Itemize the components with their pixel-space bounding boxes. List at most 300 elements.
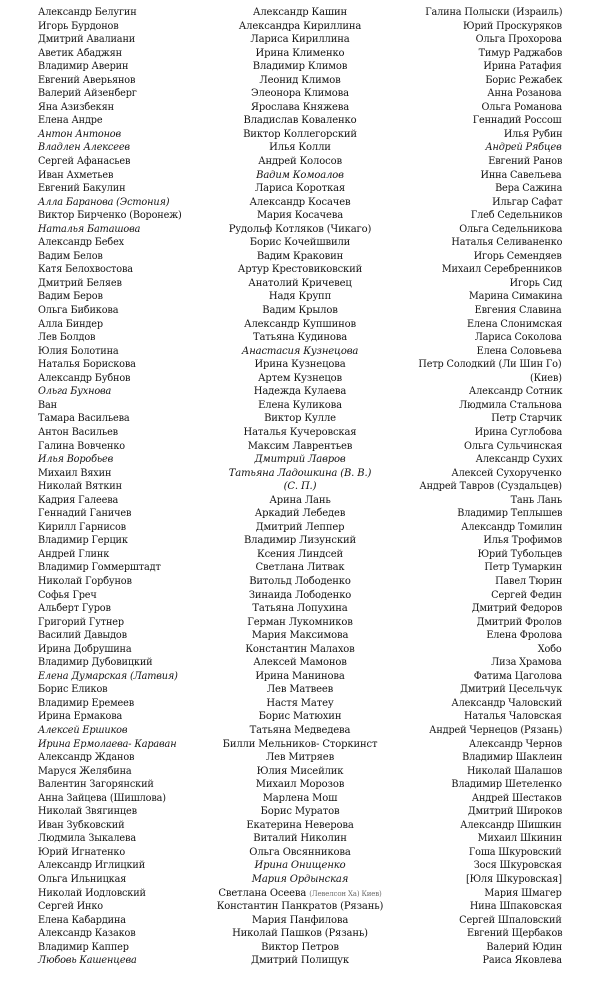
name-entry: [252, 873, 348, 887]
name-text: Геннадий Россош: [473, 115, 562, 127]
name-text: Владлен Алексеев: [38, 142, 130, 154]
name-entry: [38, 372, 130, 386]
name-entry: [251, 101, 349, 115]
name-text: Кадрия Галеева: [38, 494, 119, 506]
name-entry: [478, 47, 562, 61]
name-text: Вадим Крылов: [262, 305, 338, 317]
name-entry: [483, 954, 562, 968]
name-entry: [262, 304, 337, 318]
name-entry: [38, 900, 103, 914]
name-entry: [486, 629, 562, 643]
name-text: Светлана Осеева: [218, 887, 307, 899]
name-entry: [38, 507, 131, 521]
name-text: Татьяна Медведева: [249, 724, 351, 736]
name-text: Владимир Еремеев: [38, 697, 135, 709]
name-text: Виктор Петров: [261, 941, 339, 953]
name-entry: [488, 87, 562, 101]
name-entry: [254, 453, 345, 467]
name-entry: [38, 290, 103, 304]
name-entry: [259, 710, 342, 724]
name-text: Геннадий Ганичев: [38, 508, 132, 520]
name-entry: [266, 697, 333, 711]
name-entry: [246, 819, 353, 833]
name-text: Александра Кириллина: [238, 20, 362, 32]
name-text: Ольга Прохорова: [475, 34, 562, 46]
name-entry: [495, 575, 562, 589]
name-text: Наталья Чаловская: [464, 711, 562, 723]
name-entry: [38, 196, 169, 210]
name-text: Татьяна Ладошкина (В. В.): [228, 467, 372, 479]
name-text: Галина Вовченко: [38, 440, 125, 452]
name-entry: [452, 467, 562, 481]
name-entry: [257, 209, 343, 223]
name-text: (С. П.): [283, 481, 317, 493]
name-entry: [256, 561, 345, 575]
name-text: Ольга Ильницкая: [38, 874, 127, 885]
name-entry: [223, 738, 378, 752]
name-entry: [476, 33, 562, 47]
name-entry: [462, 751, 562, 765]
name-entry: [243, 128, 357, 142]
name-text: Глеб Седельников: [470, 210, 562, 222]
name-text: Вадим Краковин: [256, 250, 344, 262]
name-text: Лариса Короткая: [254, 183, 346, 195]
name-text: Наталья Селиваненко: [451, 237, 562, 249]
name-entry: [256, 169, 344, 183]
name-text: Евгений Бакулин: [38, 183, 126, 195]
name-text: Маруся Желябина: [38, 765, 132, 777]
name-entry: [258, 399, 342, 413]
name-text: Виктор Коллегорский: [243, 128, 357, 140]
name-entry: [485, 74, 562, 88]
name-entry: [457, 507, 562, 521]
name-entry: [38, 440, 125, 454]
name-text: Екатерина Неверова: [246, 819, 354, 831]
name-text: Алексей Мамонов: [253, 657, 347, 669]
name-entry: [38, 345, 119, 359]
name-text: Николай Пашков (Рязань): [232, 928, 368, 940]
name-text: Вадим Белов: [38, 250, 103, 262]
name-entry: [511, 494, 562, 508]
name-text: Татьяна Лопухина: [252, 603, 348, 615]
name-text: Борис Режабек: [485, 74, 562, 86]
name-entry: [492, 196, 562, 210]
name-text: Алексей Сухорученко: [451, 467, 562, 479]
name-entry: [38, 561, 161, 575]
name-text: Владимир Аверин: [38, 61, 129, 73]
name-text: Вадим Беров: [38, 291, 103, 303]
name-text: Дмитрий Фролов: [476, 616, 562, 628]
name-entry: [248, 277, 351, 291]
name-entry: [38, 914, 126, 928]
name-entry: [255, 859, 346, 873]
name-entry: [38, 480, 122, 494]
name-text: Юрий Тубольцев: [477, 548, 562, 560]
name-text: Настя Матеу: [266, 697, 334, 709]
name-entry: [472, 792, 562, 806]
name-text: Аветик Абаджян: [38, 47, 122, 59]
name-text: Артем Кузнецов: [257, 372, 343, 384]
name-text: Дмитрий Цесельчук: [459, 684, 562, 696]
name-entry: [503, 128, 562, 142]
name-entry: [470, 900, 562, 914]
name-entry: [38, 629, 127, 643]
name-entry: [252, 914, 348, 928]
name-entry: [256, 778, 344, 792]
name-text: Лев Матвеев: [266, 684, 334, 696]
name-text: Рудольф Котляков (Чикаго): [228, 223, 372, 235]
name-text: Виктор Кулле: [264, 413, 336, 425]
name-entry: [284, 480, 317, 494]
name-text: Константин Малахов: [245, 643, 355, 655]
name-entry: [38, 494, 118, 508]
name-entry: [254, 385, 346, 399]
name-text: Мария Максимова: [251, 630, 349, 642]
name-text: Александр Белугин: [38, 7, 137, 18]
name-text: Николай Иодловский: [38, 887, 146, 899]
name-text: Ирина Ермакова: [38, 711, 123, 723]
name-text: Лариса Соколова: [474, 332, 562, 344]
name-entry: [484, 561, 562, 575]
name-text: Ирина Ермолаева- Караван: [38, 738, 177, 750]
name-entry: [486, 141, 562, 155]
name-text: Яна Азизбекян: [38, 101, 114, 113]
name-text: Елена Фролова: [486, 630, 562, 642]
name-entry: [38, 182, 125, 196]
name-text: Виктор Бирченко (Воронеж): [38, 210, 182, 222]
name-text: Владимир Лизунский: [243, 535, 356, 547]
name-text: Марина Симакина: [468, 291, 562, 303]
name-text: Ирина Кузнецова: [254, 359, 346, 371]
name-text: Александр Шишкин: [460, 819, 562, 831]
name-text: Татьяна Кудинова: [252, 332, 348, 344]
name-text: Лев Митряев: [265, 752, 335, 764]
name-entry: [258, 155, 342, 169]
name-text: Дмитрий Леппер: [255, 521, 345, 533]
name-entry: [38, 697, 134, 711]
name-text: Кирилл Гарнисов: [38, 521, 126, 533]
name-entry: [218, 887, 381, 901]
name-text: Дмитрий Полищук: [251, 955, 349, 967]
name-entry: [38, 87, 137, 101]
name-text: Людмила Зыкалева: [38, 833, 136, 845]
name-text: Ирина Клименко: [255, 47, 345, 59]
name-entry: [478, 832, 562, 846]
name-entry: [38, 832, 136, 846]
name-text: Николай Вяткин: [38, 481, 122, 493]
name-entry: [38, 358, 136, 372]
name-entry: [38, 60, 128, 74]
name-entry: [38, 751, 134, 765]
name-text: Мария Косачева: [256, 210, 344, 222]
name-text: Евгений Аверьянов: [38, 74, 136, 86]
name-text: Александр Купшинов: [244, 318, 356, 330]
name-text: Дмитрий Широков: [467, 806, 562, 818]
name-entry: [38, 778, 154, 792]
name-text: Ирина Ратафия: [483, 61, 562, 73]
name-text: Петр Тумаркин: [484, 562, 562, 574]
name-entry: [475, 453, 562, 467]
name-text: Елена Кабардина: [38, 914, 126, 926]
name-text: Илья Воробьев: [38, 454, 114, 466]
name-entry: [452, 778, 562, 792]
name-text: Ксения Линдсей: [257, 548, 343, 560]
name-entry: [257, 548, 343, 562]
name-entry: [38, 6, 137, 20]
name-entry: [38, 399, 57, 413]
name-entry: [242, 345, 358, 359]
name-text: Мария Ордынская: [251, 874, 349, 885]
name-entry: [238, 263, 362, 277]
name-entry: [229, 223, 372, 237]
name-entry: [253, 331, 347, 345]
name-text: Дмитрий Беляев: [38, 277, 122, 289]
name-text: Александр Бубнов: [38, 372, 131, 384]
name-entry: [477, 548, 562, 562]
name-entry: [259, 74, 340, 88]
name-text: Евгений Ранов: [487, 156, 562, 168]
name-entry: [469, 738, 562, 752]
name-entry: [38, 602, 111, 616]
name-entry: [38, 412, 130, 426]
name-text: Тамара Васильева: [38, 413, 130, 425]
name-entry: [244, 318, 356, 332]
name-entry: [38, 534, 128, 548]
name-entry: [467, 765, 562, 779]
name-entry: [255, 182, 345, 196]
name-text: Борис Матюхин: [258, 711, 342, 723]
name-text: Софья Греч: [38, 589, 97, 601]
name-entry: [255, 670, 344, 684]
name-text: Наталья Борискова: [38, 359, 136, 371]
name-text: [Юля Шкуровская]: [466, 874, 562, 885]
name-text: Игорь Семендяев: [474, 250, 562, 262]
name-entry: [253, 832, 346, 846]
name-entry: [261, 805, 340, 819]
name-text: Анна Зайцева (Шишлова): [38, 792, 166, 804]
name-entry: [38, 453, 113, 467]
name-text: Сергей Инко: [38, 901, 103, 913]
name-entry: [38, 141, 130, 155]
name-text: Сергей Шпаловский: [459, 914, 562, 926]
name-text: Игорь Бурдонов: [38, 20, 119, 32]
name-text: Вадим Комоалов: [256, 169, 344, 181]
name-entry: [484, 60, 562, 74]
name-entry: [38, 819, 124, 833]
name-text: Ольга Седельникова: [458, 223, 562, 235]
name-text: Аркадий Лебедев: [254, 508, 346, 520]
name-entry: [253, 60, 347, 74]
name-text: Сергей Федин: [491, 589, 562, 601]
name-text: Любовь Кашенцева: [38, 955, 137, 967]
name-text: Юлия Болотина: [38, 345, 119, 357]
name-entry: [468, 290, 562, 304]
name-entry: [442, 263, 562, 277]
name-entry: [38, 670, 178, 684]
name-text: Герман Лукомников: [247, 616, 353, 628]
name-entry: [269, 290, 331, 304]
name-entry: [38, 155, 130, 169]
name-entry: [463, 20, 562, 34]
name-entry: [255, 507, 346, 521]
name-text: Ярослава Княжева: [250, 101, 350, 113]
name-entry: [267, 683, 333, 697]
name-entry: [38, 941, 129, 955]
name-entry: [38, 263, 133, 277]
name-entry: [474, 859, 562, 873]
name-entry: [258, 372, 342, 386]
name-text: Александр Томилин: [460, 521, 562, 533]
name-text: Алла Биндер: [38, 318, 103, 330]
name-entry: [509, 277, 562, 291]
name-text: Надежда Кулаева: [253, 386, 347, 398]
name-text: Михаил Морозов: [255, 779, 345, 791]
name-entry: [468, 385, 562, 399]
name-entry: [38, 47, 122, 61]
name-text: Наталья Баташова: [38, 223, 141, 235]
name-text: Валерий Юдин: [486, 941, 562, 953]
name-entry: [38, 887, 146, 901]
name-text: Валентин Загорянский: [38, 779, 154, 791]
name-entry: [38, 873, 126, 887]
name-text: Наталья Кучеровская: [243, 426, 357, 438]
name-entry: [419, 358, 562, 372]
name-entry: [459, 399, 562, 413]
name-text: Александр Чаловский: [451, 697, 562, 709]
name-text: Зося Шкуровская: [473, 860, 562, 872]
name-text: Василий Давыдов: [38, 630, 127, 642]
name-entry: [38, 521, 126, 535]
name-entry: [464, 440, 562, 454]
name-text: Елена Слонимская: [466, 318, 562, 330]
name-entry: [474, 670, 562, 684]
name-text: Николай Звягинцев: [38, 806, 137, 818]
name-entry: [251, 954, 349, 968]
name-text: Борис Кочейшвили: [249, 237, 351, 249]
name-entry: [38, 738, 176, 752]
name-text: Юлия Мисейлик: [256, 765, 344, 777]
name-text: Александр Бебех: [38, 237, 124, 249]
name-text: Надя Крупп: [268, 291, 332, 303]
name-entry: [38, 169, 113, 183]
name-entry: [261, 941, 339, 955]
name-text: Леонид Климов: [259, 74, 341, 86]
name-text: Андрей Колосов: [258, 156, 342, 168]
name-text: Анатолий Кричевец: [248, 277, 352, 289]
name-text: Андрей Шестаков: [472, 792, 562, 804]
name-entry: [229, 467, 371, 481]
name-text: Тань Лань: [510, 494, 562, 506]
name-text: Зинаида Лободенко: [248, 589, 352, 601]
name-entry: [468, 805, 562, 819]
name-entry: [459, 223, 562, 237]
name-entry: [252, 629, 349, 643]
name-entry: [451, 236, 562, 250]
name-text: Владимир Шаклеин: [461, 752, 562, 764]
name-text: Елена Думарская (Латвия): [38, 670, 178, 682]
name-entry: [483, 534, 562, 548]
name-entry: [460, 683, 562, 697]
name-text: Артур Крестовиковский: [237, 264, 363, 276]
name-text: Мария Шмагер: [484, 887, 562, 899]
name-text: Илья Трофимов: [483, 535, 562, 547]
name-entry: [38, 128, 121, 142]
name-entry: [472, 602, 562, 616]
name-entry: [249, 575, 351, 589]
name-entry: [495, 182, 562, 196]
name-text: Лев Болдов: [38, 332, 96, 344]
name-entry: [477, 616, 562, 630]
name-entry: [38, 859, 145, 873]
name-entry: [38, 385, 111, 399]
name-note: (Левелсон Ха) Киев): [309, 889, 382, 898]
name-text: Анастасия Кузнецова: [241, 345, 359, 357]
name-text: Лариса Кириллина: [250, 34, 350, 46]
name-text: Елена Куликова: [258, 399, 342, 411]
name-entry: [473, 114, 562, 128]
name-text: Ирина Суглобова: [474, 426, 562, 438]
name-text: Ильгар Сафат: [491, 196, 562, 208]
name-text: Витольд Лободенко: [249, 575, 351, 587]
name-entry: [38, 683, 107, 697]
name-text: Элеонора Климова: [251, 88, 349, 100]
name-entry: [256, 521, 345, 535]
name-text: Павел Тюрин: [494, 575, 562, 587]
name-text: Ирина Добрушина: [38, 643, 132, 655]
name-text: Виталий Николин: [253, 833, 347, 845]
name-text: Михаил Серебренников: [441, 264, 562, 276]
name-entry: [269, 494, 330, 508]
name-text: Илья Рубин: [503, 128, 562, 140]
name-entry: [38, 250, 103, 264]
name-entry: [269, 141, 331, 155]
name-text: Мария Панфилова: [251, 914, 349, 926]
name-entry: [249, 589, 351, 603]
name-entry: [38, 101, 114, 115]
name-text: Александр Сухих: [475, 454, 562, 466]
name-entry: [481, 169, 562, 183]
name-text: Александр Жданов: [38, 752, 135, 764]
name-entry: [38, 616, 124, 630]
name-entry: [38, 656, 152, 670]
name-text: Иван Зубковский: [38, 819, 125, 831]
name-entry: [38, 426, 118, 440]
name-entry: [264, 412, 336, 426]
name-text: Владислав Коваленко: [243, 115, 357, 127]
name-text: Антон Антонов: [38, 128, 122, 140]
name-text: Алексей Ершиков: [38, 724, 128, 736]
name-entry: [475, 331, 562, 345]
name-text: Сергей Афанасьев: [38, 156, 131, 168]
name-text: Владимир Гоммерштадт: [38, 562, 161, 574]
name-entry: [38, 792, 166, 806]
name-text: Владимир Каппер: [38, 941, 129, 953]
name-text: Ольга Овсянникова: [249, 846, 351, 858]
name-text: Лиза Храмова: [491, 657, 562, 669]
name-text: Галина Полыски (Израиль): [424, 7, 562, 18]
name-text: Ольга Романова: [481, 101, 562, 113]
name-entry: [474, 250, 562, 264]
name-text: Хобо: [538, 643, 562, 655]
name-text: Юрий Проскуряков: [463, 20, 562, 32]
name-entry: [38, 277, 122, 291]
name-text: Борис Муратов: [260, 806, 340, 818]
name-text: Владимир Герцик: [38, 535, 128, 547]
name-entry: [38, 954, 137, 968]
name-entry: [491, 589, 562, 603]
name-text: Антон Васильев: [38, 426, 118, 438]
name-entry: [254, 358, 345, 372]
